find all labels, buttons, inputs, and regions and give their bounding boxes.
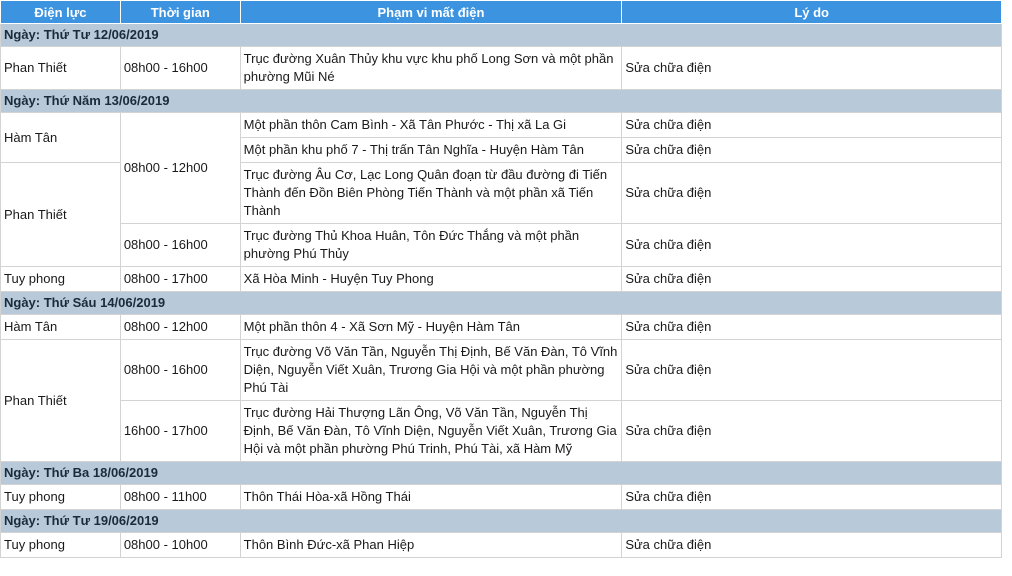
pham-vi-cell: Thôn Bình Đức-xã Phan Hiệp — [240, 533, 622, 558]
table-row — [1, 224, 1002, 267]
pham-vi-cell: Trục đường Võ Văn Tần, Nguyễn Thị Định, Bế Văn Đàn, Tô Vĩnh Diện, Nguyễn Viết Xuân, Trương Gia Hội và một phần phường Phú Tài — [240, 340, 622, 401]
dien-luc-cell: Phan Thiết — [1, 163, 121, 267]
header-ly-do: Lý do — [622, 1, 1002, 24]
dien-luc-cell: Phan Thiết — [1, 47, 121, 90]
table-row — [1, 533, 1002, 558]
table-row — [1, 47, 1002, 90]
ly-do-cell: Sửa chữa điện — [622, 113, 1002, 138]
ly-do-cell: Sửa chữa điện — [622, 340, 1002, 401]
thoi-gian-cell: 08h00 - 16h00 — [120, 224, 240, 267]
pham-vi-cell: Một phần khu phố 7 - Thị trấn Tân Nghĩa - Huyện Hàm Tân — [240, 138, 622, 163]
thoi-gian-cell: 08h00 - 12h00 — [120, 315, 240, 340]
thoi-gian-cell: 08h00 - 16h00 — [120, 340, 240, 401]
dien-luc-cell: Phan Thiết — [1, 340, 121, 462]
pham-vi-cell: Xã Hòa Minh - Huyện Tuy Phong — [240, 267, 622, 292]
table-row — [1, 485, 1002, 510]
dien-luc-cell: Tuy phong — [1, 267, 121, 292]
thoi-gian-cell: 08h00 - 16h00 — [120, 47, 240, 90]
day-group-row — [1, 462, 1002, 485]
day-label: Ngày: Thứ Sáu 14/06/2019 — [1, 292, 1002, 315]
header-thoi-gian: Thời gian — [120, 1, 240, 24]
table-row — [1, 340, 1002, 401]
pham-vi-cell: Một phần thôn 4 - Xã Sơn Mỹ - Huyện Hàm Tân — [240, 315, 622, 340]
header-pham-vi: Phạm vi mất điện — [240, 1, 622, 24]
thoi-gian-cell: 08h00 - 17h00 — [120, 267, 240, 292]
dien-luc-cell: Hàm Tân — [1, 113, 121, 163]
table-row — [1, 401, 1002, 462]
day-group-row — [1, 90, 1002, 113]
day-group-row — [1, 292, 1002, 315]
dien-luc-cell: Tuy phong — [1, 485, 121, 510]
dien-luc-cell: Hàm Tân — [1, 315, 121, 340]
day-group-row — [1, 24, 1002, 47]
ly-do-cell: Sửa chữa điện — [622, 163, 1002, 224]
table-row — [1, 113, 1002, 138]
ly-do-cell: Sửa chữa điện — [622, 533, 1002, 558]
pham-vi-cell: Trục đường Hải Thượng Lãn Ông, Võ Văn Tần, Nguyễn Thị Định, Bế Văn Đàn, Tô Vĩnh Diện, Nguyễn Viết Xuân, Trương Gia Hội và một phần phường Phú Trinh, Phú Tài, xã Hàm Mỹ — [240, 401, 622, 462]
table-row — [1, 315, 1002, 340]
thoi-gian-cell: 16h00 - 17h00 — [120, 401, 240, 462]
ly-do-cell: Sửa chữa điện — [622, 224, 1002, 267]
pham-vi-cell: Trục đường Thủ Khoa Huân, Tôn Đức Thắng và một phần phường Phú Thủy — [240, 224, 622, 267]
header-dien-luc: Điện lực — [1, 1, 121, 24]
table-row — [1, 267, 1002, 292]
ly-do-cell: Sửa chữa điện — [622, 315, 1002, 340]
pham-vi-cell: Trục đường Âu Cơ, Lạc Long Quân đoạn từ đầu đường đi Tiến Thành đến Đồn Biên Phòng Tiến Thành và một phần xã Tiến Thành — [240, 163, 622, 224]
ly-do-cell: Sửa chữa điện — [622, 267, 1002, 292]
day-label: Ngày: Thứ Tư 19/06/2019 — [1, 510, 1002, 533]
ly-do-cell: Sửa chữa điện — [622, 47, 1002, 90]
day-group-row — [1, 510, 1002, 533]
ly-do-cell: Sửa chữa điện — [622, 401, 1002, 462]
pham-vi-cell: Trục đường Xuân Thủy khu vực khu phố Long Sơn và một phần phường Mũi Né — [240, 47, 622, 90]
table-header-row — [1, 1, 1002, 24]
ly-do-cell: Sửa chữa điện — [622, 485, 1002, 510]
thoi-gian-cell: 08h00 - 12h00 — [120, 113, 240, 224]
thoi-gian-cell: 08h00 - 11h00 — [120, 485, 240, 510]
thoi-gian-cell: 08h00 - 10h00 — [120, 533, 240, 558]
pham-vi-cell: Thôn Thái Hòa-xã Hồng Thái — [240, 485, 622, 510]
day-label: Ngày: Thứ Ba 18/06/2019 — [1, 462, 1002, 485]
day-label: Ngày: Thứ Năm 13/06/2019 — [1, 90, 1002, 113]
pham-vi-cell: Một phần thôn Cam Bình - Xã Tân Phước - Thị xã La Gi — [240, 113, 622, 138]
dien-luc-cell: Tuy phong — [1, 533, 121, 558]
ly-do-cell: Sửa chữa điện — [622, 138, 1002, 163]
day-label: Ngày: Thứ Tư 12/06/2019 — [1, 24, 1002, 47]
